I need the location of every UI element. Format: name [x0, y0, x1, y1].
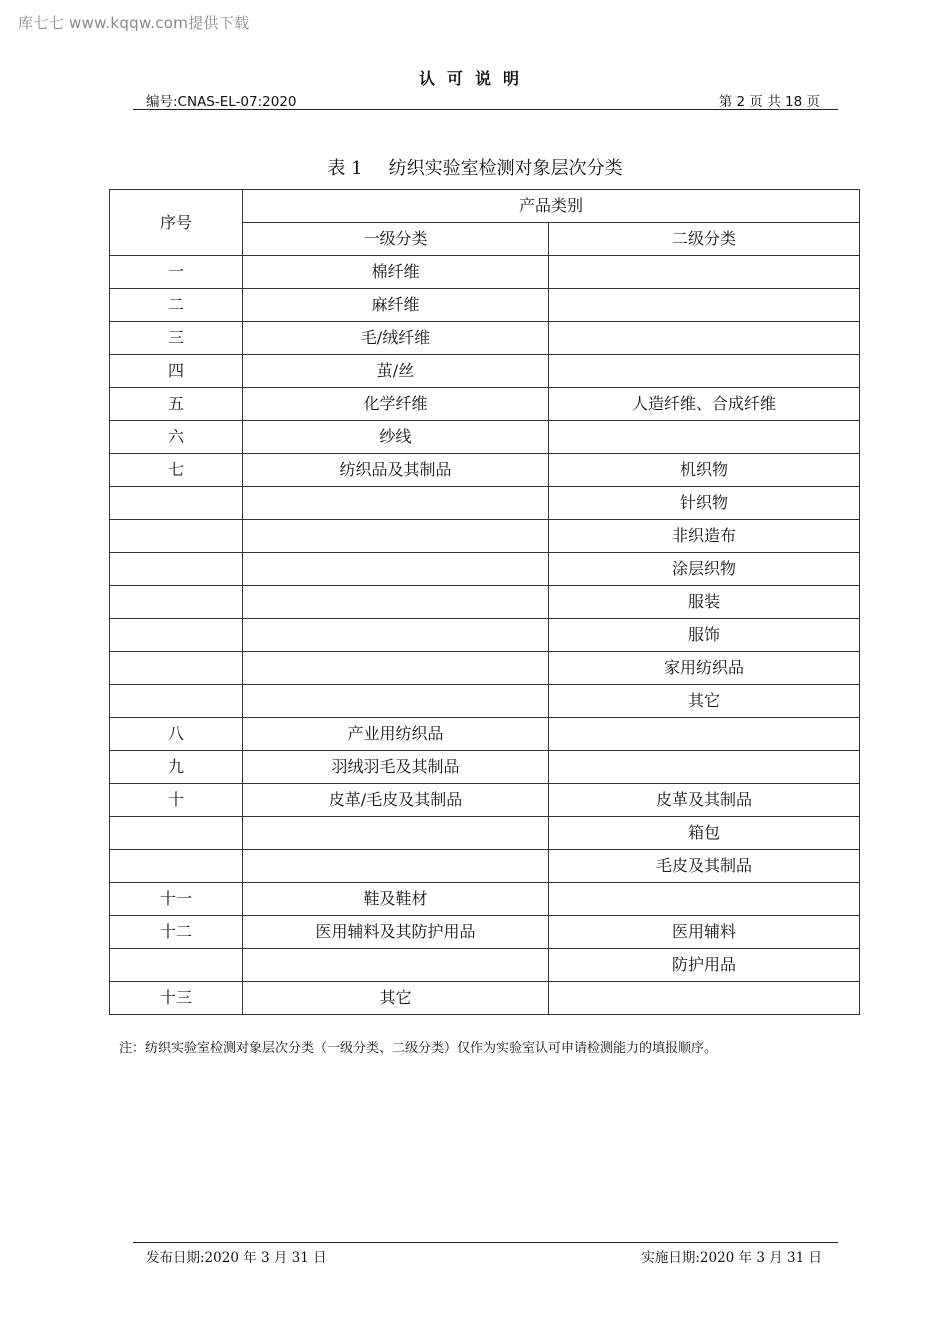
cell-seq [110, 817, 243, 850]
table-row [110, 289, 860, 322]
cell-level1: 纺织品及其制品 [243, 454, 549, 487]
table-row [110, 454, 860, 487]
cell-level1: 棉纤维 [243, 256, 549, 289]
table-row [110, 652, 860, 685]
cell-level2 [549, 355, 860, 388]
cell-seq: 九 [110, 751, 243, 784]
cell-level2: 皮革及其制品 [549, 784, 860, 817]
cell-seq: 二 [110, 289, 243, 322]
table-row [110, 586, 860, 619]
cell-seq: 八 [110, 718, 243, 751]
table-row [110, 520, 860, 553]
header-level2: 二级分类 [549, 223, 860, 256]
table-row [110, 355, 860, 388]
table-note: 注：纺织实验室检测对象层次分类（一级分类、二级分类）仅作为实验室认可申请检测能力的填报顺序。 [119, 1041, 718, 1056]
cell-seq: 三 [110, 322, 243, 355]
cell-level2 [549, 883, 860, 916]
table-row [110, 817, 860, 850]
cell-level1 [243, 487, 549, 520]
table-row [110, 487, 860, 520]
cell-seq: 十二 [110, 916, 243, 949]
cell-level1: 产业用纺织品 [243, 718, 549, 751]
effective-date: 实施日期:2020 年 3 月 31 日 [641, 1250, 822, 1266]
page-title: 认可说明 [418, 69, 531, 88]
cell-level2 [549, 982, 860, 1015]
cell-level2: 毛皮及其制品 [549, 850, 860, 883]
cell-seq: 十一 [110, 883, 243, 916]
cell-level1 [243, 685, 549, 718]
cell-seq [110, 949, 243, 982]
cell-level1 [243, 619, 549, 652]
table-row [110, 883, 860, 916]
cell-level2: 家用纺织品 [549, 652, 860, 685]
header-product-category: 产品类别 [243, 190, 860, 223]
cell-seq [110, 553, 243, 586]
table-row [110, 982, 860, 1015]
cell-level1: 医用辅料及其防护用品 [243, 916, 549, 949]
cell-level1 [243, 520, 549, 553]
cell-level1: 羽绒羽毛及其制品 [243, 751, 549, 784]
cell-level1: 毛/绒纤维 [243, 322, 549, 355]
cell-seq [110, 685, 243, 718]
cell-level2 [549, 256, 860, 289]
cell-level2: 医用辅料 [549, 916, 860, 949]
cell-level2: 机织物 [549, 454, 860, 487]
cell-level1 [243, 652, 549, 685]
table-row [110, 388, 860, 421]
table-caption-title: 纺织实验室检测对象层次分类 [388, 158, 623, 179]
cell-seq: 十 [110, 784, 243, 817]
table-row [110, 256, 860, 289]
cell-level2: 涂层织物 [549, 553, 860, 586]
cell-level2: 非织造布 [549, 520, 860, 553]
cell-level2: 人造纤维、合成纤维 [549, 388, 860, 421]
table-row [110, 619, 860, 652]
cell-seq: 七 [110, 454, 243, 487]
footer-divider [133, 1242, 838, 1243]
table-row [110, 685, 860, 718]
cell-level1: 纱线 [243, 421, 549, 454]
cell-level1 [243, 817, 549, 850]
cell-level2: 服装 [549, 586, 860, 619]
cell-level1: 麻纤维 [243, 289, 549, 322]
cell-level2: 箱包 [549, 817, 860, 850]
table-header-row [110, 190, 860, 223]
header-seq: 序号 [110, 190, 243, 256]
header-level1: 一级分类 [243, 223, 549, 256]
cell-level2 [549, 718, 860, 751]
cell-seq: 四 [110, 355, 243, 388]
cell-seq [110, 487, 243, 520]
cell-level1 [243, 553, 549, 586]
cell-level2: 针织物 [549, 487, 860, 520]
cell-level2: 防护用品 [549, 949, 860, 982]
cell-seq [110, 520, 243, 553]
table-row [110, 949, 860, 982]
cell-level1: 鞋及鞋材 [243, 883, 549, 916]
cell-level1: 茧/丝 [243, 355, 549, 388]
cell-seq: 一 [110, 256, 243, 289]
table-row [110, 553, 860, 586]
cell-seq: 六 [110, 421, 243, 454]
classification-table [109, 189, 860, 1015]
cell-level2 [549, 751, 860, 784]
table-row [110, 916, 860, 949]
table-row [110, 718, 860, 751]
cell-seq: 五 [110, 388, 243, 421]
cell-level2 [549, 322, 860, 355]
cell-seq [110, 652, 243, 685]
cell-seq: 十三 [110, 982, 243, 1015]
table-row [110, 850, 860, 883]
table-row [110, 421, 860, 454]
cell-level2: 服饰 [549, 619, 860, 652]
cell-seq [110, 619, 243, 652]
issue-date: 发布日期:2020 年 3 月 31 日 [146, 1250, 327, 1266]
document-number: 编号:CNAS-EL-07:2020 [146, 94, 297, 110]
cell-level2: 其它 [549, 685, 860, 718]
watermark-text: 库七七 www.kqqw.com提供下载 [18, 14, 250, 32]
cell-level1: 化学纤维 [243, 388, 549, 421]
cell-seq [110, 586, 243, 619]
cell-level1 [243, 949, 549, 982]
table-row [110, 784, 860, 817]
table-caption-number: 表 1 [327, 158, 363, 179]
cell-level1 [243, 586, 549, 619]
header-divider [133, 109, 838, 110]
table-row [110, 322, 860, 355]
table-row [110, 751, 860, 784]
cell-level2 [549, 421, 860, 454]
page-indicator: 第 2 页 共 18 页 [718, 94, 820, 110]
cell-level1: 其它 [243, 982, 549, 1015]
table-caption [0, 154, 950, 180]
cell-seq [110, 850, 243, 883]
cell-level1: 皮革/毛皮及其制品 [243, 784, 549, 817]
cell-level2 [549, 289, 860, 322]
cell-level1 [243, 850, 549, 883]
